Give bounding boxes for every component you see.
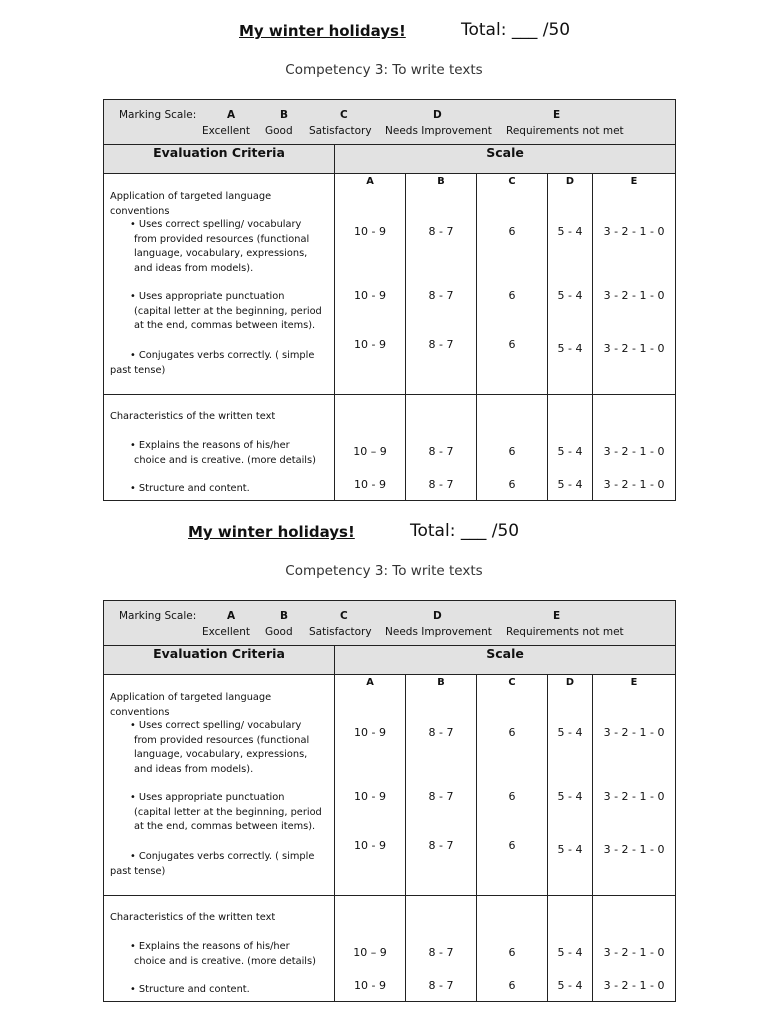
criteria-header: Evaluation Criteria — [104, 145, 335, 174]
section-heading: Characteristics of the written text — [110, 411, 276, 422]
col-label-d: D — [565, 677, 575, 688]
marking-scale-cell — [104, 601, 676, 646]
scale-letter-d: D — [433, 610, 442, 622]
score-a-4: 10 – 9 — [353, 445, 387, 458]
scale-col-b — [406, 395, 477, 501]
score-d-5: 5 - 4 — [557, 979, 583, 992]
header-row — [104, 145, 676, 174]
col-label-a: A — [366, 176, 374, 187]
scale-letter-a: A — [227, 109, 236, 121]
section-heading: Application of targeted language conventions — [110, 191, 272, 217]
score-e-2: 3 - 2 - 1 - 0 — [603, 790, 665, 803]
score-e-2: 3 - 2 - 1 - 0 — [603, 289, 665, 302]
scale-col-d — [548, 174, 593, 395]
criteria-text-cell — [104, 395, 335, 501]
col-label-b: B — [437, 677, 445, 688]
scale-col-b — [406, 675, 477, 896]
scale-desc-needs-improvement: Needs Improvement — [385, 626, 492, 638]
scale-col-c — [477, 675, 548, 896]
score-c-2: 6 — [508, 289, 516, 302]
col-label-c: C — [508, 176, 516, 187]
scale-letter-e: E — [553, 610, 561, 622]
scale-col-d — [548, 675, 593, 896]
score-a-2: 10 - 9 — [354, 790, 386, 803]
score-a-4: 10 – 9 — [353, 946, 387, 959]
score-e-3: 3 - 2 - 1 - 0 — [603, 843, 665, 856]
rubric-title: My winter holidays! — [239, 22, 406, 40]
score-c-3: 6 — [508, 839, 516, 852]
criteria-block-conventions — [104, 174, 676, 395]
score-e-1: 3 - 2 - 1 - 0 — [603, 726, 665, 739]
scale-header: Scale — [335, 145, 676, 174]
score-b-4: 8 - 7 — [428, 946, 454, 959]
rubric-table — [103, 99, 676, 501]
score-b-5: 8 - 7 — [428, 478, 454, 491]
criterion-spelling: • Uses correct spelling/ vocabulary from provided resources (functional language, vocabulary, expressions, and ideas from models). — [130, 219, 310, 274]
criteria-text-cell — [104, 896, 335, 1002]
criteria-text-cell — [104, 174, 335, 395]
marking-scale-label: Marking Scale: — [119, 109, 197, 121]
header-row — [104, 646, 676, 675]
score-a-1: 10 - 9 — [354, 726, 386, 739]
scale-col-d — [548, 395, 593, 501]
col-label-d: D — [565, 176, 575, 187]
scale-desc-needs-improvement: Needs Improvement — [385, 125, 492, 137]
scale-desc-satisfactory: Satisfactory — [309, 125, 372, 137]
score-c-5: 6 — [508, 979, 516, 992]
scale-col-e — [593, 896, 676, 1002]
section-heading: Application of targeted language conventions — [110, 692, 272, 718]
scale-col-e — [593, 174, 676, 395]
rubric-sheet-top — [0, 0, 768, 506]
scale-desc-excellent: Excellent — [202, 125, 250, 137]
scale-col-c — [477, 896, 548, 1002]
scale-letter-d: D — [433, 109, 442, 121]
score-c-1: 6 — [508, 726, 516, 739]
scale-col-b — [406, 174, 477, 395]
score-c-4: 6 — [508, 946, 516, 959]
scale-col-c — [477, 174, 548, 395]
criterion-creativity: • Explains the reasons of his/her choice and is creative. (more details) — [130, 440, 316, 466]
scale-letter-c: C — [340, 610, 348, 622]
score-c-2: 6 — [508, 790, 516, 803]
criteria-block-characteristics — [104, 395, 676, 501]
rubric-table — [103, 600, 676, 1002]
col-label-b: B — [437, 176, 445, 187]
score-b-1: 8 - 7 — [428, 225, 454, 238]
score-d-1: 5 - 4 — [557, 225, 583, 238]
score-b-2: 8 - 7 — [428, 289, 454, 302]
score-d-2: 5 - 4 — [557, 289, 583, 302]
criteria-block-conventions — [104, 675, 676, 896]
score-a-5: 10 - 9 — [354, 979, 386, 992]
scale-col-a — [335, 395, 406, 501]
criterion-verbs: • Conjugates verbs correctly. ( simple past tense) — [110, 350, 315, 376]
scale-desc-requirements-not-met: Requirements not met — [506, 125, 624, 137]
col-label-c: C — [508, 677, 516, 688]
rubric-title: My winter holidays! — [188, 523, 355, 541]
score-b-5: 8 - 7 — [428, 979, 454, 992]
scale-header: Scale — [335, 646, 676, 675]
scale-col-e — [593, 395, 676, 501]
score-c-4: 6 — [508, 445, 516, 458]
score-c-1: 6 — [508, 225, 516, 238]
score-b-3: 8 - 7 — [428, 338, 454, 351]
competency-subtitle: Competency 3: To write texts — [285, 563, 483, 579]
scale-col-e — [593, 675, 676, 896]
score-d-2: 5 - 4 — [557, 790, 583, 803]
scale-col-a — [335, 896, 406, 1002]
section-heading: Characteristics of the written text — [110, 912, 276, 923]
criteria-block-characteristics — [104, 896, 676, 1002]
score-b-2: 8 - 7 — [428, 790, 454, 803]
score-d-3: 5 - 4 — [557, 342, 583, 355]
marking-scale-row — [104, 601, 676, 646]
score-a-1: 10 - 9 — [354, 225, 386, 238]
score-e-4: 3 - 2 - 1 - 0 — [603, 445, 665, 458]
score-c-3: 6 — [508, 338, 516, 351]
score-d-4: 5 - 4 — [557, 445, 583, 458]
score-b-4: 8 - 7 — [428, 445, 454, 458]
score-d-4: 5 - 4 — [557, 946, 583, 959]
criterion-verbs: • Conjugates verbs correctly. ( simple past tense) — [110, 851, 315, 877]
scale-letter-b: B — [280, 109, 289, 121]
scale-col-d — [548, 896, 593, 1002]
criterion-spelling: • Uses correct spelling/ vocabulary from provided resources (functional language, vocabulary, expressions, and ideas from models). — [130, 720, 310, 775]
scale-col-b — [406, 896, 477, 1002]
score-e-5: 3 - 2 - 1 - 0 — [603, 478, 665, 491]
scale-col-c — [477, 395, 548, 501]
scale-letter-e: E — [553, 109, 561, 121]
col-label-e: E — [630, 176, 638, 187]
score-e-1: 3 - 2 - 1 - 0 — [603, 225, 665, 238]
score-d-5: 5 - 4 — [557, 478, 583, 491]
rubric-sheet-bottom — [0, 501, 768, 1007]
score-c-5: 6 — [508, 478, 516, 491]
score-a-2: 10 - 9 — [354, 289, 386, 302]
criterion-structure: • Structure and content. — [130, 984, 250, 995]
scale-letter-c: C — [340, 109, 348, 121]
score-d-1: 5 - 4 — [557, 726, 583, 739]
marking-scale-cell — [104, 100, 676, 145]
scale-desc-requirements-not-met: Requirements not met — [506, 626, 624, 638]
marking-scale-label: Marking Scale: — [119, 610, 197, 622]
scale-desc-excellent: Excellent — [202, 626, 250, 638]
col-label-a: A — [366, 677, 374, 688]
criteria-text-cell — [104, 675, 335, 896]
criterion-creativity: • Explains the reasons of his/her choice and is creative. (more details) — [130, 941, 316, 967]
criterion-punctuation: • Uses appropriate punctuation (capital letter at the beginning, period at the end, commas between items). — [130, 291, 322, 331]
scale-desc-good: Good — [265, 125, 293, 137]
score-e-3: 3 - 2 - 1 - 0 — [603, 342, 665, 355]
score-b-1: 8 - 7 — [428, 726, 454, 739]
score-a-3: 10 - 9 — [354, 839, 386, 852]
score-e-4: 3 - 2 - 1 - 0 — [603, 946, 665, 959]
competency-subtitle: Competency 3: To write texts — [285, 62, 483, 78]
score-b-3: 8 - 7 — [428, 839, 454, 852]
criteria-header: Evaluation Criteria — [104, 646, 335, 675]
score-a-5: 10 - 9 — [354, 478, 386, 491]
scale-col-a — [335, 174, 406, 395]
scale-desc-satisfactory: Satisfactory — [309, 626, 372, 638]
criterion-structure: • Structure and content. — [130, 483, 250, 494]
scale-letter-a: A — [227, 610, 236, 622]
score-a-3: 10 - 9 — [354, 338, 386, 351]
scale-col-a — [335, 675, 406, 896]
total-score: Total: ___ /50 — [410, 521, 520, 541]
col-label-e: E — [630, 677, 638, 688]
criterion-punctuation: • Uses appropriate punctuation (capital letter at the beginning, period at the end, commas between items). — [130, 792, 322, 832]
score-e-5: 3 - 2 - 1 - 0 — [603, 979, 665, 992]
scale-letter-b: B — [280, 610, 289, 622]
total-score: Total: ___ /50 — [461, 20, 571, 40]
marking-scale-row — [104, 100, 676, 145]
score-d-3: 5 - 4 — [557, 843, 583, 856]
scale-desc-good: Good — [265, 626, 293, 638]
